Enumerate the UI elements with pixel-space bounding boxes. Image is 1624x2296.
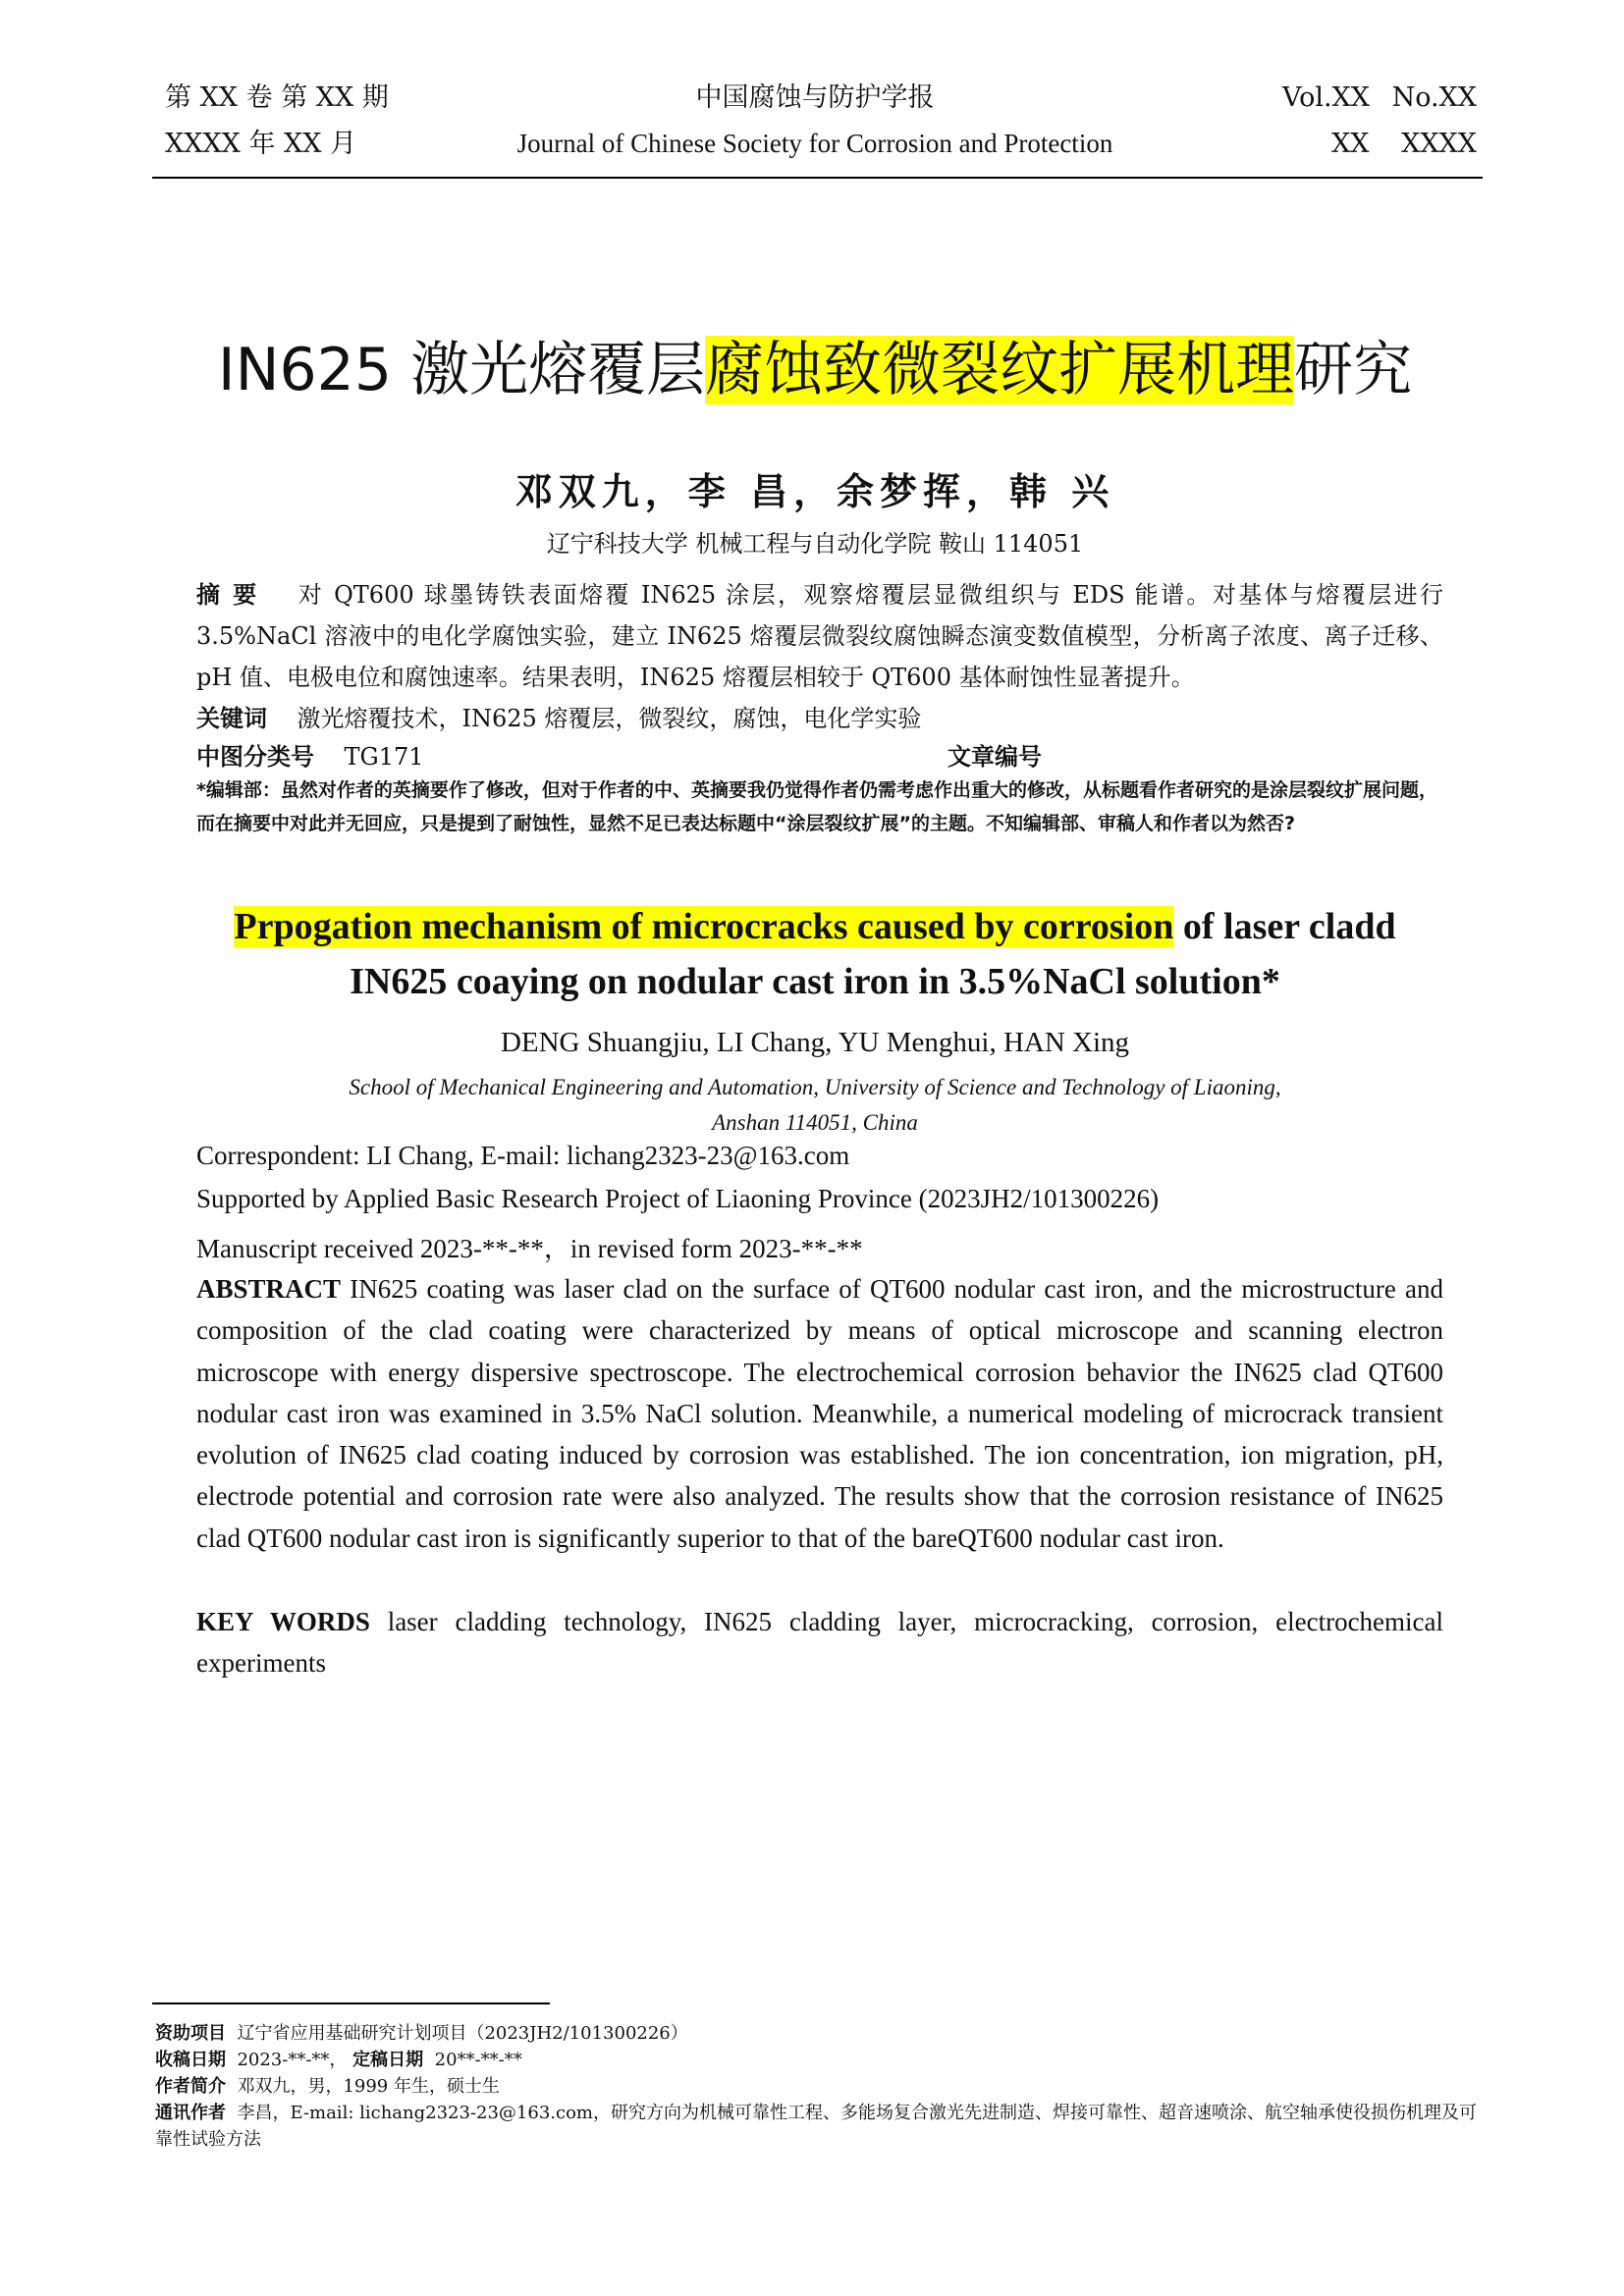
footnote-dates	[155, 2047, 1486, 2073]
final-text: 20**-**-**	[434, 2050, 522, 2070]
footnote-funding	[155, 2020, 1486, 2047]
author-text: 邓双九，男，1999 年生，硕士生	[237, 2076, 500, 2097]
footnote-rule	[152, 2002, 550, 2004]
received-text: 2023-**-**，	[237, 2050, 348, 2070]
title-cn-part1: IN625 激光熔覆层	[217, 336, 706, 404]
header-journal-cn: 中国腐蚀与防护学报	[695, 82, 935, 113]
corr-text: 李昌，E-mail: lichang2323-23@163.com，研究方向为机械可靠性工程、多能场复合激光先进制造、焊接可靠性、超音速喷涂、航空轴承使役损伤机理及可靠性试验方法	[155, 2103, 1477, 2150]
header-date-cn: XXXX 年 XX 月	[165, 129, 357, 159]
title-en-highlight: Prpogation mechanism of microcracks caused by corrosion	[234, 906, 1174, 947]
affiliation-en	[147, 1070, 1483, 1141]
funding-label: 资助项目	[155, 2023, 226, 2044]
title-cn-highlight: 腐蚀致微裂纹扩展机理	[705, 336, 1295, 404]
classification	[196, 736, 1443, 777]
title-cn	[147, 331, 1483, 409]
affiliation-en-line2: Anshan 114051, China	[712, 1110, 918, 1135]
abstract-cn	[196, 574, 1443, 698]
abstract-cn-label: 摘 要	[196, 581, 259, 609]
received-label: 收稿日期	[155, 2050, 226, 2070]
affiliation-en-line1: School of Mechanical Engineering and Automation, University of Science and Technology of Liaoning,	[349, 1075, 1281, 1099]
keywords-en-label: KEY WORDS	[196, 1607, 370, 1636]
title-en-rest: of laser cladd	[1173, 906, 1396, 947]
abstract-en-text: IN625 coating was laser clad on the surface of QT600 nodular cast iron, and the microstructure and composition of the clad coating were characterized by means of optical microscope and scanning electron microscope with energy dispersive spectroscope. The electrochemical corrosion behavior the IN625 clad QT600 nodular cast iron was examined in 3.5% NaCl solution. Meanwhile, a numerical modeling of microcrack transient evolution of IN625 clad coating induced by corrosion was established. The ion concentration, ion migration, pH, electrode potential and corrosion rate were also analyzed. The results show that the corrosion resistance of IN625 clad QT600 nodular cast iron is significantly superior to that of the bareQT600 nodular cast iron.	[196, 1274, 1444, 1553]
affiliation-cn: 辽宁科技大学 机械工程与自动化学院 鞍山 114051	[546, 530, 1084, 558]
article-number-label: 文章编号	[947, 743, 1042, 771]
keywords-en-text: laser cladding technology, IN625 cladding layer, microcracking, corrosion, electrochemical experiments	[196, 1607, 1444, 1679]
header-volume-en: Vol.XX No.XX	[1282, 82, 1477, 113]
correspondent: Correspondent: LI Chang, E-mail: lichang2323-23@163.com	[196, 1141, 850, 1170]
corr-label: 通讯作者	[155, 2103, 226, 2123]
authors-cn: 邓双九，李 昌，余梦挥，韩 兴	[514, 469, 1115, 513]
footnote-author	[155, 2073, 1486, 2100]
author-label: 作者简介	[155, 2076, 226, 2097]
editor-note: *编辑部：虽然对作者的英摘要作了修改，但对于作者的中、英摘要我仍觉得作者仍需考虑作出重大的修改，从标题看作者研究的是涂层裂纹扩展问题，而在摘要中对此并无回应，只是提到了耐蚀性，显然不足已表达标题中“涂层裂纹扩展”的主题。不知编辑部、审稿人和作者以为然否?	[196, 779, 1437, 834]
title-en-line2: IN625 coaying on nodular cast iron in 3.5%NaCl solution*	[350, 961, 1280, 1002]
abstract-cn-text: 对 QT600 球墨铸铁表面熔覆 IN625 涂层，观察熔覆层显微组织与 EDS 能谱。对基体与熔覆层进行 3.5%NaCl 溶液中的电化学腐蚀实验，建立 IN625 熔覆层微裂纹腐蚀瞬态演变数值模型，分析离子浓度、离子迁移、pH 值、电极电位和腐蚀速率。结果表明，IN625 熔覆层相较于 QT600 基体耐蚀性显著提升。	[196, 581, 1444, 691]
title-en	[147, 899, 1483, 1009]
abstract-en-label: ABSTRACT	[196, 1274, 342, 1304]
funding-text: 辽宁省应用基础研究计划项目（2023JH2/101300226）	[237, 2023, 688, 2044]
keywords-cn-label: 关键词	[196, 705, 267, 732]
supported-by: Supported by Applied Basic Research Project of Liaoning Province (2023JH2/101300226)	[196, 1184, 1160, 1213]
authors-en: DENG Shuangjiu, LI Chang, YU Menghui, HAN Xing	[500, 1027, 1130, 1058]
header-rule	[152, 177, 1483, 179]
keywords-en	[196, 1601, 1443, 1684]
classification-label: 中图分类号	[196, 743, 314, 771]
classification-value: TG171	[344, 743, 424, 771]
final-label: 定稿日期	[352, 2050, 424, 2070]
manuscript-dates: Manuscript received 2023-**-**，in revised form 2023-**-**	[196, 1234, 863, 1263]
keywords-cn-text: 激光熔覆技术，IN625 熔覆层，微裂纹，腐蚀，电化学实验	[297, 705, 922, 732]
header-journal-en: Journal of Chinese Society for Corrosion and Protection	[516, 129, 1113, 158]
title-cn-part2: 研究	[1294, 336, 1413, 404]
header-date-en: XX XXXX	[1331, 129, 1477, 159]
footnote-correspondent	[155, 2100, 1486, 2153]
keywords-cn	[196, 698, 1443, 739]
abstract-en	[196, 1268, 1443, 1559]
header-volume-cn: 第 XX 卷 第 XX 期	[165, 82, 389, 113]
